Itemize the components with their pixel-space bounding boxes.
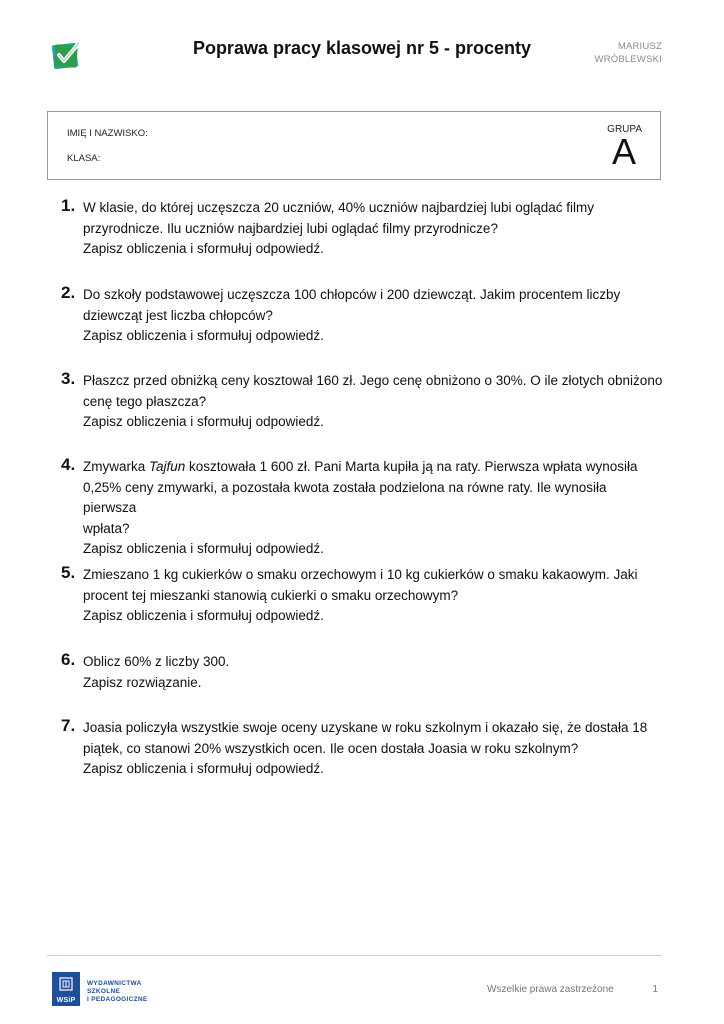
task-text-segment: Zmywarka — [83, 459, 150, 474]
author-name — [595, 40, 662, 66]
page-number: 1 — [652, 984, 658, 995]
author-last-name: WRÓBLEWSKI — [594, 54, 662, 65]
task-instruction: Zapisz obliczenia i sformułuj odpowiedź. — [83, 414, 324, 429]
footer-divider — [47, 955, 661, 956]
name-label: IMIĘ I NAZWISKO: — [67, 128, 148, 139]
task-line: W klasie, do której uczęszcza 20 uczniów, 40% uczniów najbardziej lubi oglądać filmy — [83, 200, 594, 215]
task-line: 0,25% ceny zmywarki, a pozostała kwota została podzielona na równe raty. Ile wynosiła pierwsza — [83, 479, 607, 515]
task-text-segment: kosztowała 1 600 zł. Pani Marta kupiła ją na raty. Pierwsza wpłata wynosiła — [185, 459, 638, 474]
class-label: KLASA: — [67, 153, 101, 164]
group-letter: A — [611, 131, 636, 172]
task-text — [83, 652, 663, 693]
task-line: przyrodnicze. Ilu uczniów najbardziej lubi oglądać filmy przyrodnicze? — [83, 220, 498, 236]
group-label: GRUPA — [607, 124, 642, 135]
task-line: cenę tego płaszcza? — [83, 393, 207, 409]
task-line: wpłata? — [83, 520, 130, 536]
task-text — [83, 457, 663, 560]
task-number: 2. — [61, 283, 76, 302]
task-line: dziewcząt jest liczba chłopców? — [83, 307, 273, 323]
publisher-line: I PEDAGOGICZNE — [87, 996, 148, 1003]
copyright-notice: Wszelkie prawa zastrzeżone — [487, 984, 614, 995]
task-line: Do szkoły podstawowej uczęszcza 100 chłopców i 200 dziewcząt. Jakim procentem liczby — [83, 287, 621, 302]
task-instruction: Zapisz rozwiązanie. — [83, 674, 202, 690]
publisher-name — [87, 980, 148, 1004]
task-line: Oblicz 60% z liczby 300. — [83, 654, 230, 669]
task-instruction: Zapisz obliczenia i sformułuj odpowiedź. — [83, 328, 324, 343]
task-number: 6. — [61, 650, 76, 669]
task-line: procent tej mieszanki stanowią cukierki o smaku orzechowym? — [83, 587, 459, 603]
task-instruction: Zapisz obliczenia i sformułuj odpowiedź. — [83, 608, 324, 623]
task-line: Joasia policzyła wszystkie swoje oceny uzyskane w roku szkolnym i okazało się, że dostała 18 — [83, 720, 648, 735]
task-number: 5. — [61, 563, 76, 582]
task-text — [83, 718, 663, 780]
task-text — [83, 371, 663, 433]
task-instruction: Zapisz obliczenia i sformułuj odpowiedź. — [83, 541, 324, 556]
wsip-logo — [52, 972, 80, 1006]
wsip-abbreviation: WSiP — [56, 997, 76, 1004]
task-instruction: Zapisz obliczenia i sformułuj odpowiedź. — [83, 241, 324, 256]
publisher-line: SZKOLNE — [87, 988, 121, 995]
student-info-box — [47, 111, 661, 180]
task-instruction: Zapisz obliczenia i sformułuj odpowiedź. — [83, 761, 324, 776]
page-title: Poprawa pracy klasowej nr 5 - procenty — [192, 38, 532, 58]
author-first-name: MARIUSZ — [617, 41, 662, 52]
task-text — [83, 198, 663, 260]
product-name: Tajfun — [149, 459, 186, 474]
task-line: Płaszcz przed obniżką ceny kosztował 160 zł. Jego cenę obniżono o 30%. O ile złotych obniżono — [83, 373, 663, 388]
task-line — [83, 457, 663, 478]
task-number: 4. — [61, 455, 76, 474]
task-number: 1. — [61, 196, 76, 215]
publisher-emblem-icon — [59, 977, 73, 991]
task-line: Zmieszano 1 kg cukierków o smaku orzechowym i 10 kg cukierków o smaku kakaowym. Jaki — [83, 567, 638, 582]
task-text — [83, 285, 663, 347]
publisher-line: WYDAWNICTWA — [87, 980, 142, 987]
task-number: 3. — [61, 369, 76, 388]
task-line: piątek, co stanowi 20% wszystkich ocen. Ile ocen dostała Joasia w roku szkolnym? — [83, 740, 579, 756]
task-text — [83, 565, 663, 627]
task-number: 7. — [61, 716, 76, 735]
